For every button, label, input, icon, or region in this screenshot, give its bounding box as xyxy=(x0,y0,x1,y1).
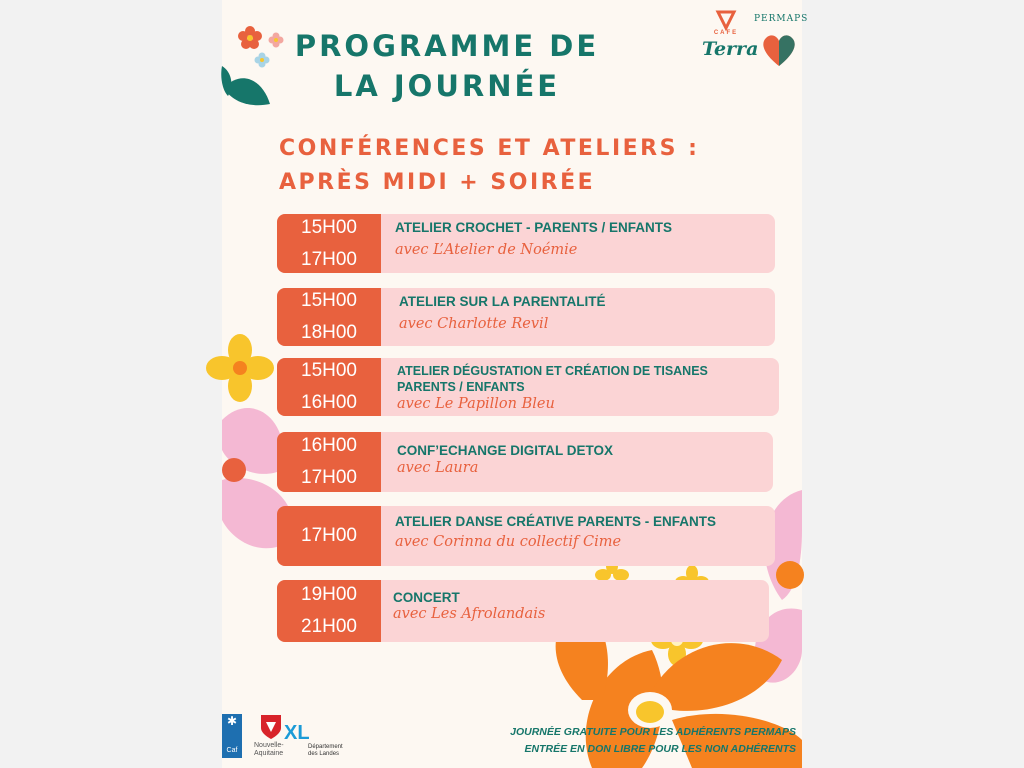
schedule-row xyxy=(277,432,773,492)
cafe-terra-logo: CAFE Terra xyxy=(702,8,750,64)
page-title xyxy=(222,26,672,106)
activity-host: avec Corinna du collectif Cime xyxy=(395,534,622,550)
activity-title: ATELIER SUR LA PARENTALITÉ xyxy=(399,294,606,309)
nouvelle-aquitaine-logo: Nouvelle-Aquitaine xyxy=(254,714,284,758)
activity-host: avec Les Afrolandais xyxy=(393,606,546,622)
time-slot: 17H00 xyxy=(277,506,381,566)
permaps-logo: PERMAPS xyxy=(754,14,804,74)
time-slot: 16H00 17H00 xyxy=(277,432,381,492)
partner-logos xyxy=(222,714,352,760)
schedule-row xyxy=(277,506,775,566)
schedule-row xyxy=(277,580,769,642)
section-subtitle: CONFÉRENCES ET ATELIERS : APRÈS MIDI + SOIRÉE xyxy=(279,136,700,195)
title-line: LA JOURNÉE xyxy=(333,69,561,103)
activity-title: CONCERT xyxy=(393,590,460,605)
activity-host: avec Le Papillon Bleu xyxy=(397,396,555,412)
poster xyxy=(222,0,809,768)
time-slot: 15H00 18H00 xyxy=(277,288,381,346)
schedule-row xyxy=(277,358,779,416)
activity-title: CONF’ECHANGE DIGITAL DETOX xyxy=(397,443,614,458)
activity-title: ATELIER DANSE CRÉATIVE PARENTS - ENFANTS xyxy=(395,514,717,529)
schedule-row xyxy=(277,288,775,346)
schedule-row xyxy=(277,214,775,273)
footer-note: JOURNÉE GRATUITE POUR LES ADHÉRENTS PERMAPS ENTRÉE EN DON LIBRE POUR LES NON ADHÉRENTS xyxy=(510,726,796,755)
title-line: PROGRAMME DE xyxy=(294,29,600,63)
time-slot: 15H00 17H00 xyxy=(277,214,381,273)
activity-title: ATELIER CROCHET - PARENTS / ENFANTS xyxy=(395,220,673,235)
activity-host: avec Laura xyxy=(397,460,479,476)
activity-host: avec Charlotte Revil xyxy=(399,316,549,332)
activity-title: ATELIER DÉGUSTATION ET CRÉATION DE TISANES PARENTS / ENFANTS xyxy=(397,364,708,394)
snowflake-icon: ✱ xyxy=(226,714,238,728)
caf-logo: ✱ Caf xyxy=(222,714,242,758)
time-slot: 15H00 16H00 xyxy=(277,358,381,416)
landes-logo: XL Département des Landes xyxy=(284,722,343,757)
activity-host: avec L’Atelier de Noémie xyxy=(395,242,578,258)
time-slot: 19H00 21H00 xyxy=(277,580,381,642)
flower-icon xyxy=(206,334,274,402)
